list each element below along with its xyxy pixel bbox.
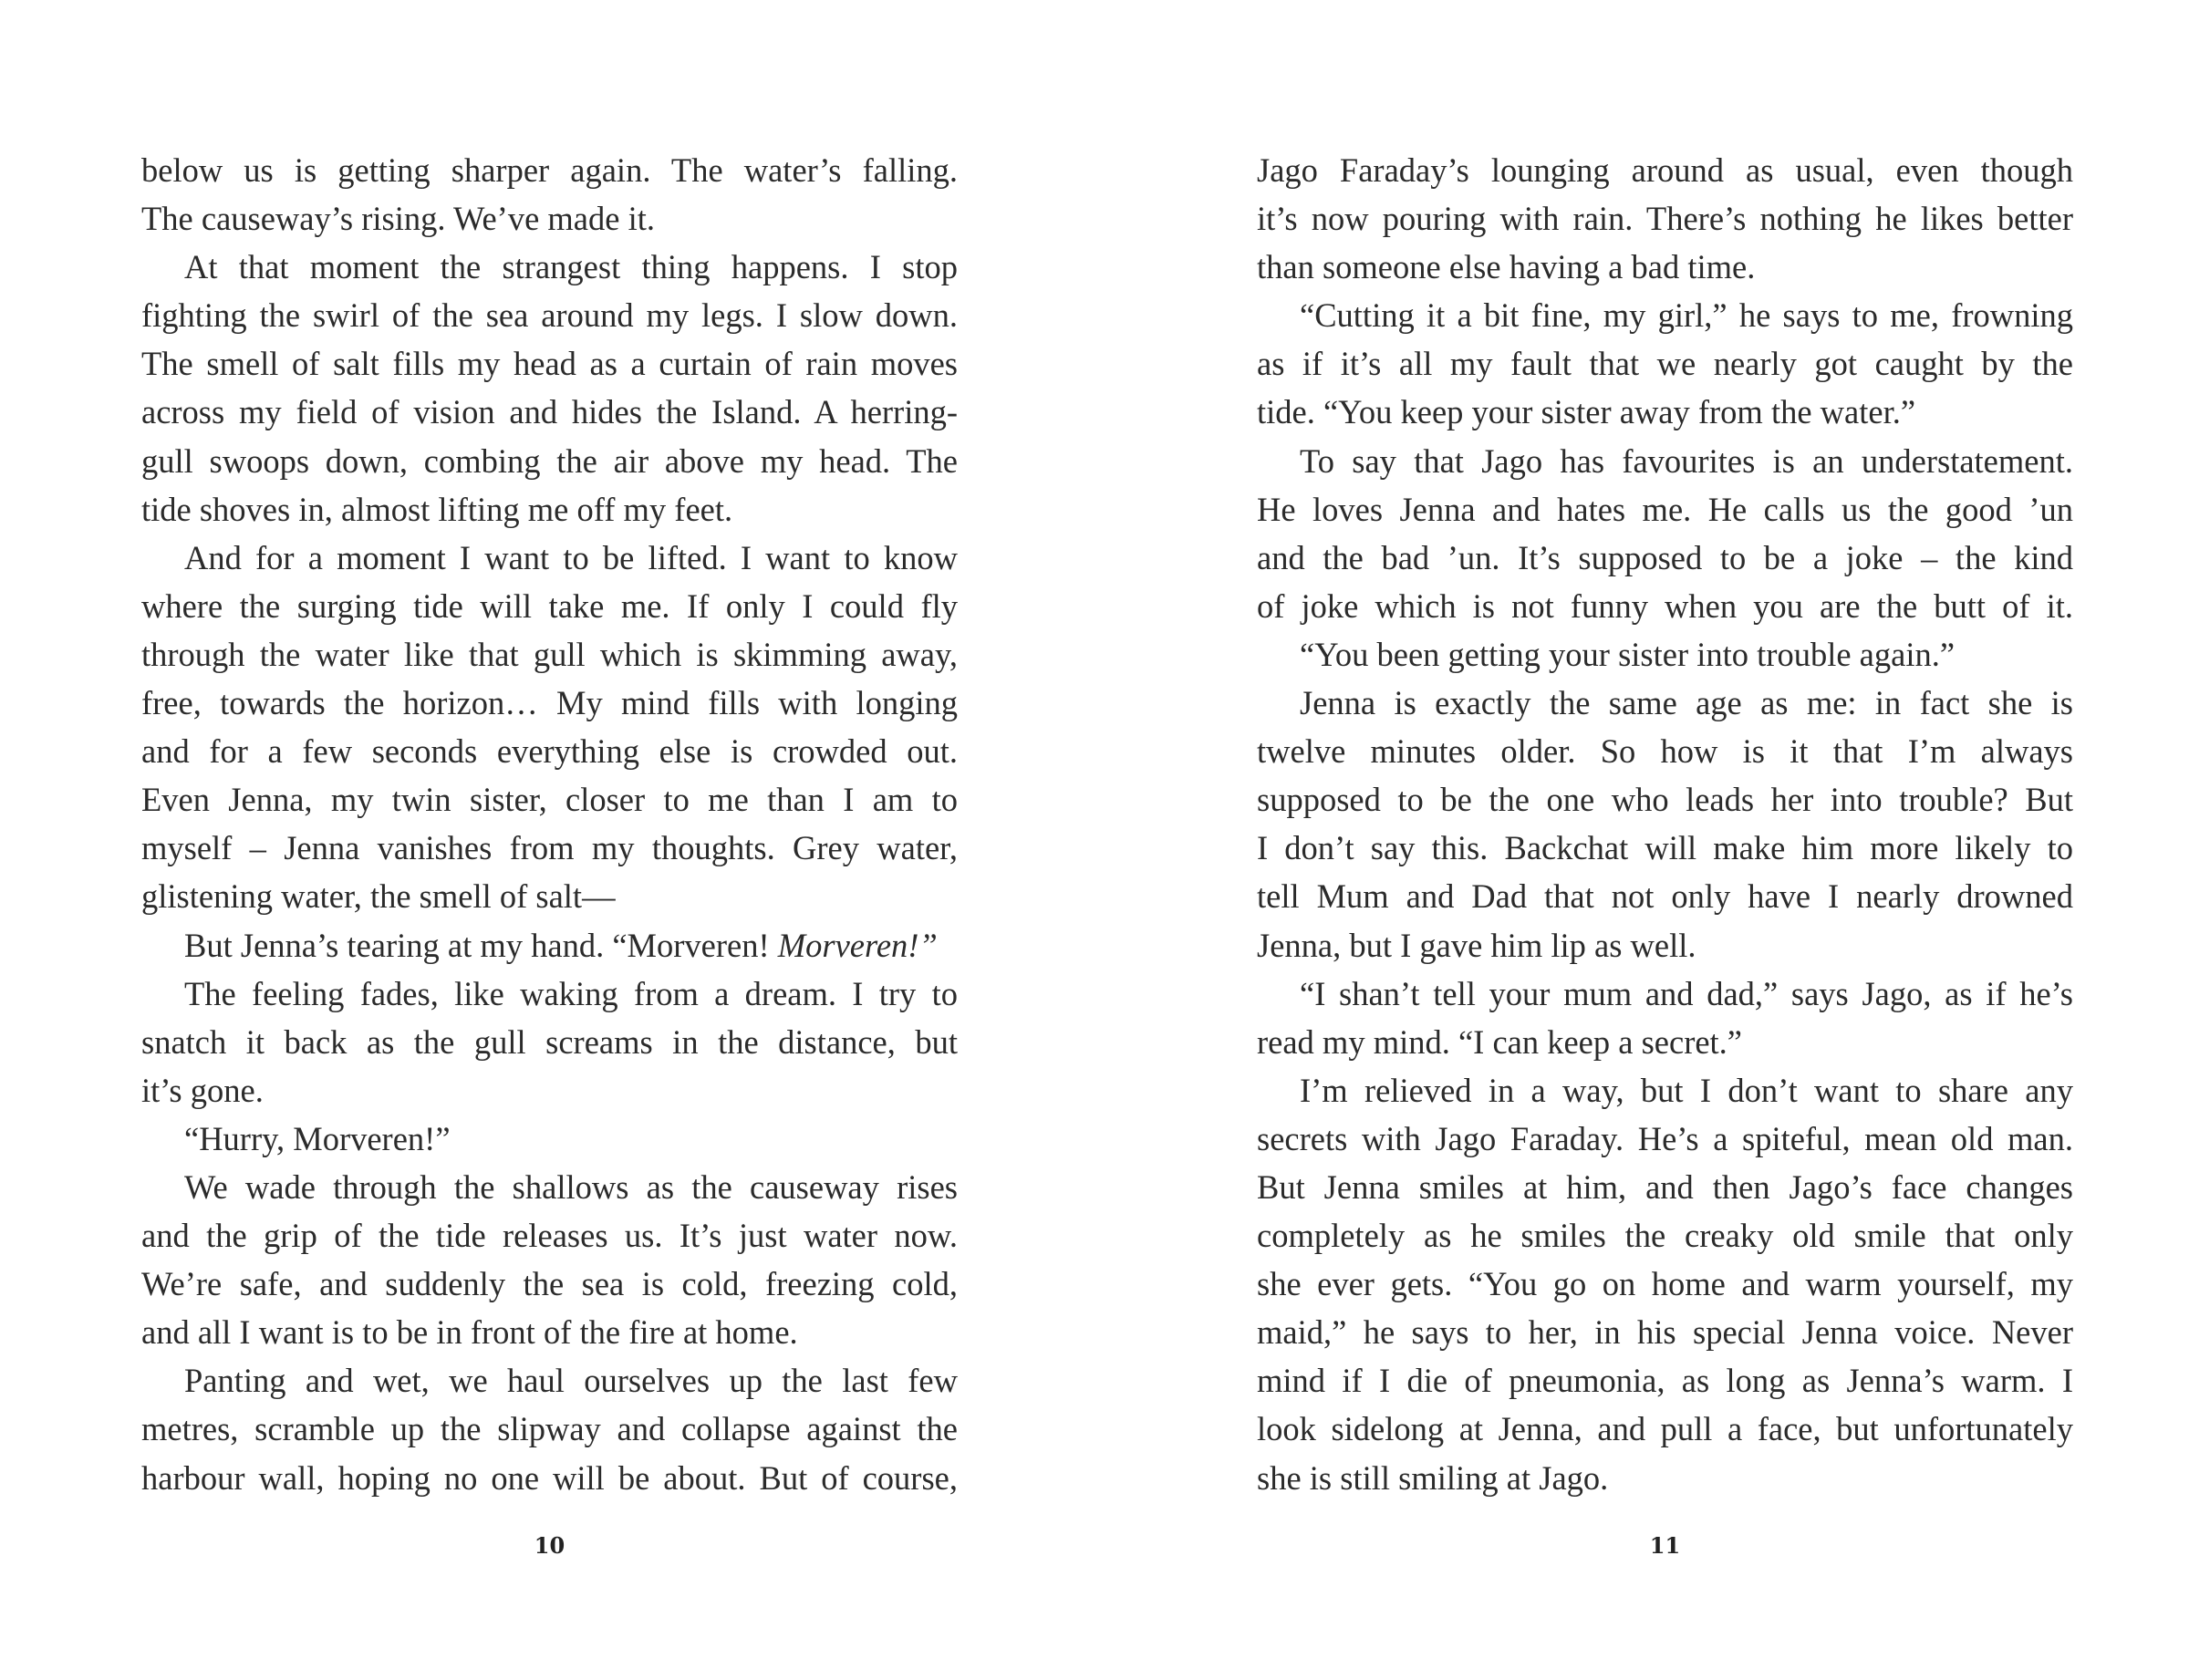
text-line: [141, 534, 958, 582]
line-text: But Jenna smiles at him, and then Jago’s face changes: [1257, 1167, 2073, 1206]
text-line: [1257, 388, 2073, 436]
line-text: read my mind. “I can keep a secret.”: [1257, 1022, 1743, 1061]
right-page-text: [1257, 146, 2073, 1502]
line-text: across my field of vision and hides the Island. A herring-: [141, 393, 958, 431]
line-text: glistening water, the smell of salt—: [141, 877, 616, 916]
line-text: I’m relieved in a way, but I don’t want to share any: [1300, 1071, 2073, 1109]
line-text: she is still smiling at Jago.: [1257, 1458, 1609, 1497]
text-line: [1257, 1260, 2073, 1308]
text-line: [1257, 921, 2073, 970]
text-line: [1257, 243, 2073, 291]
text-line: [141, 582, 958, 630]
line-text: We’re safe, and suddenly the sea is cold, freezing cold,: [141, 1265, 958, 1303]
line-text: I don’t say this. Backchat will make him more likely to: [1257, 829, 2073, 867]
text-line: [1257, 1163, 2073, 1211]
text-line: [141, 1163, 958, 1211]
text-line: [1257, 1211, 2073, 1260]
line-text: where the surging tide will take me. If only I could fly: [141, 586, 958, 625]
text-line: [141, 243, 958, 291]
line-text: and all I want is to be in front of the fire at home.: [141, 1313, 798, 1352]
text-line: [141, 727, 958, 775]
line-text: harbour wall, hoping no one will be about. But of course,: [141, 1458, 958, 1497]
line-text: twelve minutes older. So how is it that I’m always: [1257, 732, 2073, 771]
line-text: and the grip of the tide releases us. It’s just water now.: [141, 1217, 958, 1255]
text-line: [141, 775, 958, 824]
line-text: Even Jenna, my twin sister, closer to me than I am to: [141, 781, 958, 819]
line-text: The causeway’s rising. We’ve made it.: [141, 200, 655, 238]
line-text: mind if I die of pneumonia, as long as Jenna’s warm. I: [1257, 1362, 2073, 1400]
text-line: [141, 1066, 958, 1115]
line-text: below us is getting sharper again. The water’s falling.: [141, 151, 958, 189]
line-text: “I shan’t tell your mum and dad,” says Jago, as if he’s: [1300, 974, 2073, 1012]
line-text: as if it’s all my fault that we nearly got caught by the: [1257, 345, 2073, 383]
text-line: [141, 1018, 958, 1066]
text-line: [141, 1260, 958, 1308]
line-text: tide. “You keep your sister away from the water.”: [1257, 393, 1916, 431]
line-text: Jenna is exactly the same age as me: in fact she is: [1300, 684, 2073, 722]
line-text: tell Mum and Dad that not only have I nearly drowned: [1257, 877, 2073, 916]
text-line: [141, 339, 958, 388]
line-text: through the water like that gull which is skimming away,: [141, 635, 958, 673]
text-line: [1257, 582, 2073, 630]
line-text: snatch it back as the gull screams in the distance, but: [141, 1022, 958, 1061]
text-line: [1257, 775, 2073, 824]
line-text: she ever gets. “You go on home and warm yourself, my: [1257, 1265, 2073, 1303]
line-text: supposed to be the one who leads her into trouble? But: [1257, 781, 2073, 819]
text-line: [1257, 1308, 2073, 1356]
line-text: Jenna, but I gave him lip as well.: [1257, 926, 1696, 964]
text-line: [141, 1308, 958, 1356]
line-text: fighting the swirl of the sea around my legs. I slow down.: [141, 296, 958, 335]
text-line: [1257, 1115, 2073, 1163]
text-line: [1257, 872, 2073, 920]
text-line: [1257, 1405, 2073, 1453]
text-line: [1257, 1454, 2073, 1502]
text-line: [141, 388, 958, 436]
text-line: [141, 485, 958, 534]
line-text: “You been getting your sister into trouble again.”: [1300, 635, 1956, 673]
text-line: [141, 921, 958, 970]
line-text: Jago Faraday’s lounging around as usual, even though: [1257, 151, 2073, 189]
line-text: But Jenna’s tearing at my hand. “Morveren!: [184, 926, 778, 964]
page-number-left: 10: [534, 1532, 565, 1559]
line-text: The smell of salt fills my head as a curtain of rain moves: [141, 345, 958, 383]
text-line: [1257, 194, 2073, 243]
line-text: “Hurry, Morveren!”: [184, 1119, 451, 1157]
text-line: [141, 970, 958, 1018]
line-text: of joke which is not funny when you are the butt of it.: [1257, 586, 2073, 625]
line-text: it’s gone.: [141, 1071, 264, 1109]
line-text: completely as he smiles the creaky old smile that only: [1257, 1217, 2073, 1255]
line-text: “Cutting it a bit fine, my girl,” he says to me, frowning: [1300, 296, 2073, 335]
line-text: secrets with Jago Faraday. He’s a spiteful, mean old man.: [1257, 1119, 2073, 1157]
text-line: [1257, 291, 2073, 339]
text-line: [1257, 437, 2073, 485]
text-line: [1257, 485, 2073, 534]
text-line: [141, 1115, 958, 1163]
text-line: [141, 872, 958, 920]
line-text: To say that Jago has favourites is an understatement.: [1300, 441, 2073, 480]
line-text: myself – Jenna vanishes from my thoughts. Grey water,: [141, 829, 958, 867]
line-text: Panting and wet, we haul ourselves up the last few: [184, 1362, 958, 1400]
line-text: and for a few seconds everything else is crowded out.: [141, 732, 958, 771]
line-text: The feeling fades, like waking from a dream. I try to: [184, 974, 958, 1012]
text-line: [141, 1356, 958, 1405]
line-text: He loves Jenna and hates me. He calls us the good ’un: [1257, 490, 2073, 528]
text-line: [1257, 727, 2073, 775]
text-line: [1257, 630, 2073, 679]
left-page-text: [141, 146, 958, 1502]
text-line: [1257, 970, 2073, 1018]
line-text: metres, scramble up the slipway and collapse against the: [141, 1410, 958, 1448]
line-text: than someone else having a bad time.: [1257, 248, 1756, 286]
text-line: [141, 437, 958, 485]
text-line: [1257, 824, 2073, 872]
text-line: [141, 824, 958, 872]
page-number-right: 11: [1649, 1532, 1681, 1559]
text-line: [141, 1211, 958, 1260]
text-line: [141, 194, 958, 243]
text-line: [1257, 1018, 2073, 1066]
text-line: [1257, 679, 2073, 727]
line-text: At that moment the strangest thing happens. I stop: [184, 248, 958, 286]
line-text: gull swoops down, combing the air above my head. The: [141, 441, 958, 480]
line-text: tide shoves in, almost lifting me off my feet.: [141, 490, 733, 528]
text-line: [141, 146, 958, 194]
line-text: And for a moment I want to be lifted. I want to know: [184, 538, 958, 576]
text-line: [1257, 1356, 2073, 1405]
line-text: it’s now pouring with rain. There’s nothing he likes better: [1257, 200, 2073, 238]
line-text: maid,” he says to her, in his special Jenna voice. Never: [1257, 1313, 2073, 1352]
text-line: [1257, 339, 2073, 388]
line-text: free, towards the horizon… My mind fills with longing: [141, 684, 958, 722]
line-text: We wade through the shallows as the causeway rises: [184, 1167, 958, 1206]
text-line: [141, 630, 958, 679]
text-line: [1257, 534, 2073, 582]
text-line: [141, 291, 958, 339]
text-line: [1257, 1066, 2073, 1115]
text-line: [141, 1405, 958, 1453]
line-text-italic: Morveren!”: [777, 926, 938, 964]
text-line: [141, 679, 958, 727]
text-line: [141, 1454, 958, 1502]
line-text: and the bad ’un. It’s supposed to be a joke – the kind: [1257, 538, 2073, 576]
text-line: [1257, 146, 2073, 194]
line-text: look sidelong at Jenna, and pull a face, but unfortunately: [1257, 1410, 2073, 1448]
